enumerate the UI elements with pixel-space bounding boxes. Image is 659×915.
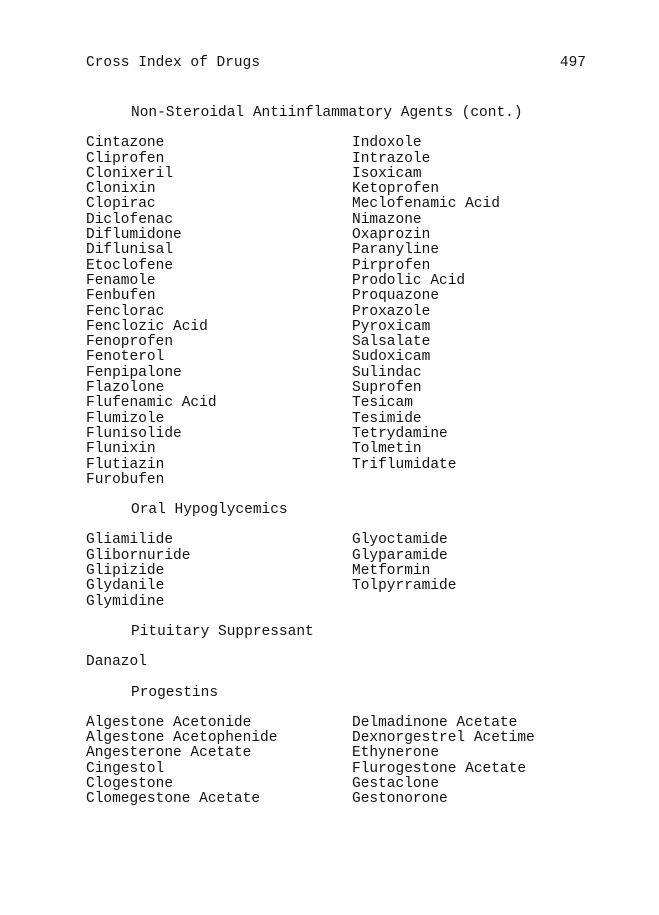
drug-name: Gestonorone [352, 791, 448, 808]
drug-name: Flazolone [86, 380, 165, 397]
index-section [86, 106, 606, 503]
right-drug-column [352, 136, 606, 488]
drug-name: Glyoctamide [352, 532, 448, 549]
right-drug-column [352, 655, 606, 670]
drug-name: Tesicam [352, 395, 413, 412]
drug-name: Metformin [352, 563, 431, 580]
drug-name: Cingestol [86, 760, 165, 777]
drug-name: Cliprofen [86, 150, 165, 167]
section-heading: Pituitary Suppressant [131, 623, 314, 640]
drug-name: Paranyline [352, 242, 440, 259]
drug-name: Ethynerone [352, 745, 440, 762]
drug-name: Indoxole [352, 135, 422, 152]
drug-name: Dexnorgestrel Acetime [352, 730, 535, 747]
drug-name: Fenoprofen [86, 334, 174, 351]
drug-name: Tolpyrramide [352, 578, 457, 595]
left-drug-column [86, 533, 352, 609]
drug-name: Gliamilide [86, 532, 174, 549]
drug-name: Fenbufen [86, 288, 156, 305]
drug-name: Clonixin [86, 181, 156, 198]
section-heading: Non-Steroidal Antiinflammatory Agents (cont.) [131, 105, 523, 121]
running-title: Cross Index of Drugs [86, 55, 261, 71]
drug-name: Isoxicam [352, 165, 422, 182]
drug-name: Clopirac [86, 196, 156, 213]
page-number: 497 [559, 55, 586, 71]
drug-name: Glydanile [86, 578, 165, 595]
drug-name: Flutiazin [86, 456, 165, 473]
drug-name: Angesterone Acetate [86, 745, 252, 762]
drug-name: Algestone Acetophenide [86, 730, 278, 747]
drug-index-content [86, 106, 606, 808]
drug-name: Meclofenamic Acid [352, 196, 500, 213]
drug-name: Sulindac [352, 364, 422, 381]
drug-name: Suprofen [352, 380, 422, 397]
drug-name: Salsalate [352, 334, 431, 351]
drug-name: Tetrydamine [352, 425, 448, 442]
drug-columns [86, 716, 606, 808]
drug-name: Intrazole [352, 150, 431, 167]
drug-name: Etoclofene [86, 257, 174, 274]
drug-name: Algestone Acetonide [86, 714, 252, 731]
drug-name: Proxazole [352, 303, 431, 320]
drug-name: Diclofenac [86, 211, 174, 228]
left-drug-column [86, 136, 352, 488]
left-drug-column [86, 716, 352, 808]
drug-name: Fenamole [86, 272, 156, 289]
left-drug-column [86, 655, 352, 670]
drug-name: Triflumidate [352, 456, 457, 473]
drug-name: Cintazone [86, 135, 165, 152]
drug-name: Sudoxicam [352, 349, 431, 366]
drug-name: Flurogestone Acetate [352, 760, 527, 777]
drug-name: Tesimide [352, 410, 422, 427]
drug-name: Danazol [86, 654, 147, 671]
drug-name: Glibornuride [86, 547, 191, 564]
drug-name: Flumizole [86, 410, 165, 427]
drug-name: Fenoterol [86, 349, 165, 366]
drug-name: Furobufen [86, 471, 165, 488]
drug-name: Prodolic Acid [352, 272, 466, 289]
drug-name: Glipizide [86, 563, 165, 580]
index-section [86, 625, 606, 686]
index-section [86, 686, 606, 808]
index-section [86, 503, 606, 625]
drug-name: Fenclozic Acid [86, 318, 208, 335]
drug-name: Clogestone [86, 775, 174, 792]
drug-name: Flunixin [86, 441, 156, 458]
drug-name: Nimazone [352, 211, 422, 228]
drug-columns [86, 533, 606, 609]
drug-name: Diflunisal [86, 242, 174, 259]
drug-name: Flufenamic Acid [86, 395, 217, 412]
drug-name: Pirprofen [352, 257, 431, 274]
drug-name: Fenpipalone [86, 364, 182, 381]
drug-name: Diflumidone [86, 227, 182, 244]
drug-columns [86, 136, 606, 488]
drug-name: Proquazone [352, 288, 440, 305]
drug-name: Oxaprozin [352, 227, 431, 244]
drug-name: Ketoprofen [352, 181, 440, 198]
drug-name: Gestaclone [352, 775, 440, 792]
drug-name: Clomegestone Acetate [86, 791, 261, 808]
section-heading: Progestins [131, 684, 219, 701]
drug-name: Pyroxicam [352, 318, 431, 335]
drug-name: Delmadinone Acetate [352, 714, 518, 731]
drug-name: Glymidine [86, 593, 165, 610]
right-drug-column [352, 716, 606, 808]
drug-name: Tolmetin [352, 441, 422, 458]
drug-name: Fenclorac [86, 303, 165, 320]
right-drug-column [352, 533, 606, 609]
drug-name: Clonixeril [86, 165, 174, 182]
section-heading: Oral Hypoglycemics [131, 502, 288, 519]
drug-columns [86, 655, 606, 670]
drug-name: Glyparamide [352, 547, 448, 564]
drug-name: Flunisolide [86, 425, 182, 442]
